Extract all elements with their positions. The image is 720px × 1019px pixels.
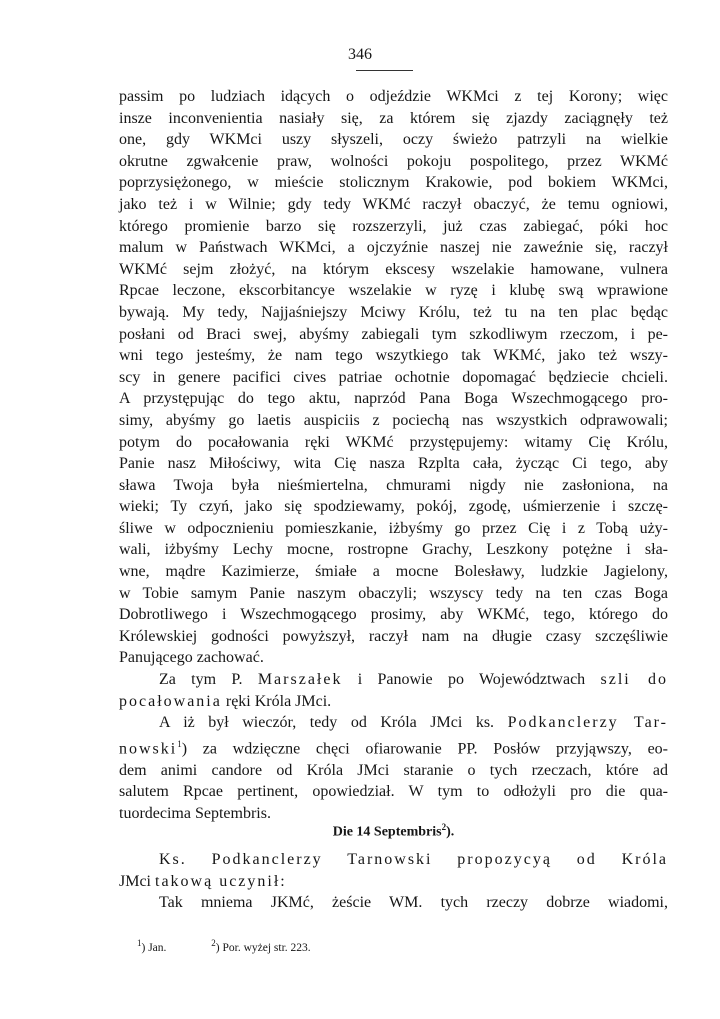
paragraph-line	[119, 734, 668, 760]
spaced-name: Marszałek	[257, 671, 343, 689]
body-text	[119, 86, 668, 825]
text-line: poprzysiężonego, w mieście stolicznym Krakowie, pod bokiem WKMci,	[119, 174, 668, 192]
footnote-mark: 2	[211, 938, 216, 948]
paragraph-line: Tak mniema JKMć, żeście WM. tych rzeczy dobrze wiadomi,	[159, 894, 668, 912]
text-line: sława Twoja była nieśmiertelna, chmurami nigdy nie zasłoniona, na	[119, 476, 668, 494]
heading-punct: ).	[446, 824, 455, 840]
spaced-text: takową uczynił:	[155, 872, 287, 890]
footnote-ref: 1	[177, 738, 182, 749]
text-line: Panującego zachować.	[119, 649, 264, 667]
text-line: WKMć sejm złożyć, na którym ekscesy wszelakie hamowane, vulnera	[119, 260, 668, 278]
text-line: posłani od Braci swej, abyśmy zabiegali tym szkodliwym rzeczom, i pe-	[119, 325, 668, 343]
text-line: scy in genere pacifici cives patriae ochotnie dopomagać będziecie chcieli.	[119, 368, 668, 386]
text-line: Rpcae leczone, ekscorbitancye wszelakie w ryzę i klubę swą wprawione	[119, 282, 668, 300]
text-fragment: Za tym P.	[159, 671, 243, 689]
footnote-ref: 2	[441, 822, 447, 832]
paragraph-line: tuordecima Septembris.	[119, 804, 271, 822]
text-line: wieki; Ty czyń, jako się spodziewamy, pokój, zgodę, uśmierzenie i szczę-	[119, 498, 668, 516]
text-fragment: ręki Króla JMci.	[225, 692, 332, 710]
text-line: A przystępując do tego aktu, naprzód Pana Boga Wszechmogącego pro-	[119, 390, 668, 408]
spaced-name: nowski	[119, 740, 178, 758]
footnote	[211, 938, 311, 954]
paragraph-line	[119, 871, 668, 893]
paragraph-line: dem animi candore od Króla JMci staranie o tych rzeczach, które ad	[119, 761, 668, 779]
text-line: Dobrotliwego i Wszechmogącego prosimy, aby WKMć, tego, którego do	[119, 606, 668, 624]
text-line: wni tego jesteśmy, że nam tego wszytkiego tak WKMć, jako też wszy-	[119, 347, 668, 365]
spaced-text: pocałowania	[119, 692, 222, 710]
text-line: insze inconvenientia nasiały się, za którem się zjazdy zaciągnęły też	[119, 109, 668, 127]
text-line: okrutne zgwałcenie praw, wolności pokoju pospolitego, przez WKMć	[119, 152, 668, 170]
paragraph-line	[119, 712, 668, 734]
footnotes	[137, 938, 353, 954]
text-line: Królewskiej godności powyższył, raczył nam na długie czasy szczęśliwie	[119, 627, 668, 645]
text-fragment: JMci	[119, 872, 151, 890]
paragraph-line: Ks. Podkanclerzy Tarnowski propozycyą od Króla	[159, 851, 668, 868]
spaced-text: szli do	[600, 671, 669, 689]
text-line: śliwe w odpocznieniu pomieszkanie, iżbyśmy go przez Cię i z Tobą uży-	[119, 519, 668, 537]
closing-paragraph	[119, 849, 668, 914]
text-line: malum w Państwach WKMci, a ojczyźnie naszej nie zaweźnie się, raczył	[119, 239, 668, 257]
text-line: jako też i w Wilnie; gdy tedy WKMć raczył obaczyć, że temu ogniowi,	[119, 195, 668, 213]
section-heading	[119, 822, 668, 841]
text-fragment: i Panowie po Województwach	[357, 671, 586, 689]
text-line: Panie nasz Miłościwy, wita Cię nasza Rzplta cała, życząc Ci tego, aby	[119, 455, 668, 473]
paragraph-line: salutem Rpcae pertinent, opowiedział. W tym to odłożyli pro die qua-	[119, 783, 668, 801]
paragraph-line	[119, 669, 668, 691]
text-line: w Tobie samym Panie naszym obaczyli; wszyscy tedy na ten czas Boga	[119, 584, 668, 602]
text-line: one, gdy WKMci uszy słyszeli, oczy świeżo patrzyli na wielkie	[119, 131, 668, 149]
text-fragment: ) za wdzięczne chęci ofiarowanie PP. Posłów przyjąwszy, eo-	[181, 740, 668, 758]
page-number-rule	[356, 70, 413, 71]
page-number: 346	[348, 46, 372, 63]
text-line: wali, iżbyśmy Lechy mocne, rostropne Grachy, Leszkony potężne i sła-	[119, 541, 668, 559]
footnote	[137, 938, 167, 954]
text-fragment: A iż był wieczór, tedy od Króla JMci ks.	[159, 714, 495, 732]
spaced-name: Podkanclerzy Tar-	[507, 714, 669, 732]
footnote-text: ) Por. wyżej str. 223.	[215, 941, 311, 954]
text-line: passim po ludziach idących o odjeździe WKMci z tej Korony; więc	[119, 88, 668, 105]
text-line: potym do pocałowania ręki WKMć przystępujemy: witamy Cię Królu,	[119, 433, 668, 451]
text-line: wne, mądre Kazimierze, śmiałe a mocne Bolesławy, ludzkie Jagielony,	[119, 563, 668, 581]
footnote-mark: 1	[137, 938, 142, 948]
footnote-text: ) Jan.	[141, 941, 167, 954]
text-line: bywają. My tedy, Najjaśniejszy Mciwy Królu, też tu na ten plac będąc	[119, 303, 668, 321]
paragraph-line	[119, 691, 668, 713]
text-line: którego promienie barzo się rozszerzyli, już czas zabiegać, póki hoc	[119, 217, 668, 235]
heading-text: Die 14 Septembris	[332, 824, 442, 840]
text-line: simy, abyśmy go laetis auspiciis z pociechą nas wszystkich odprawowali;	[119, 411, 668, 429]
